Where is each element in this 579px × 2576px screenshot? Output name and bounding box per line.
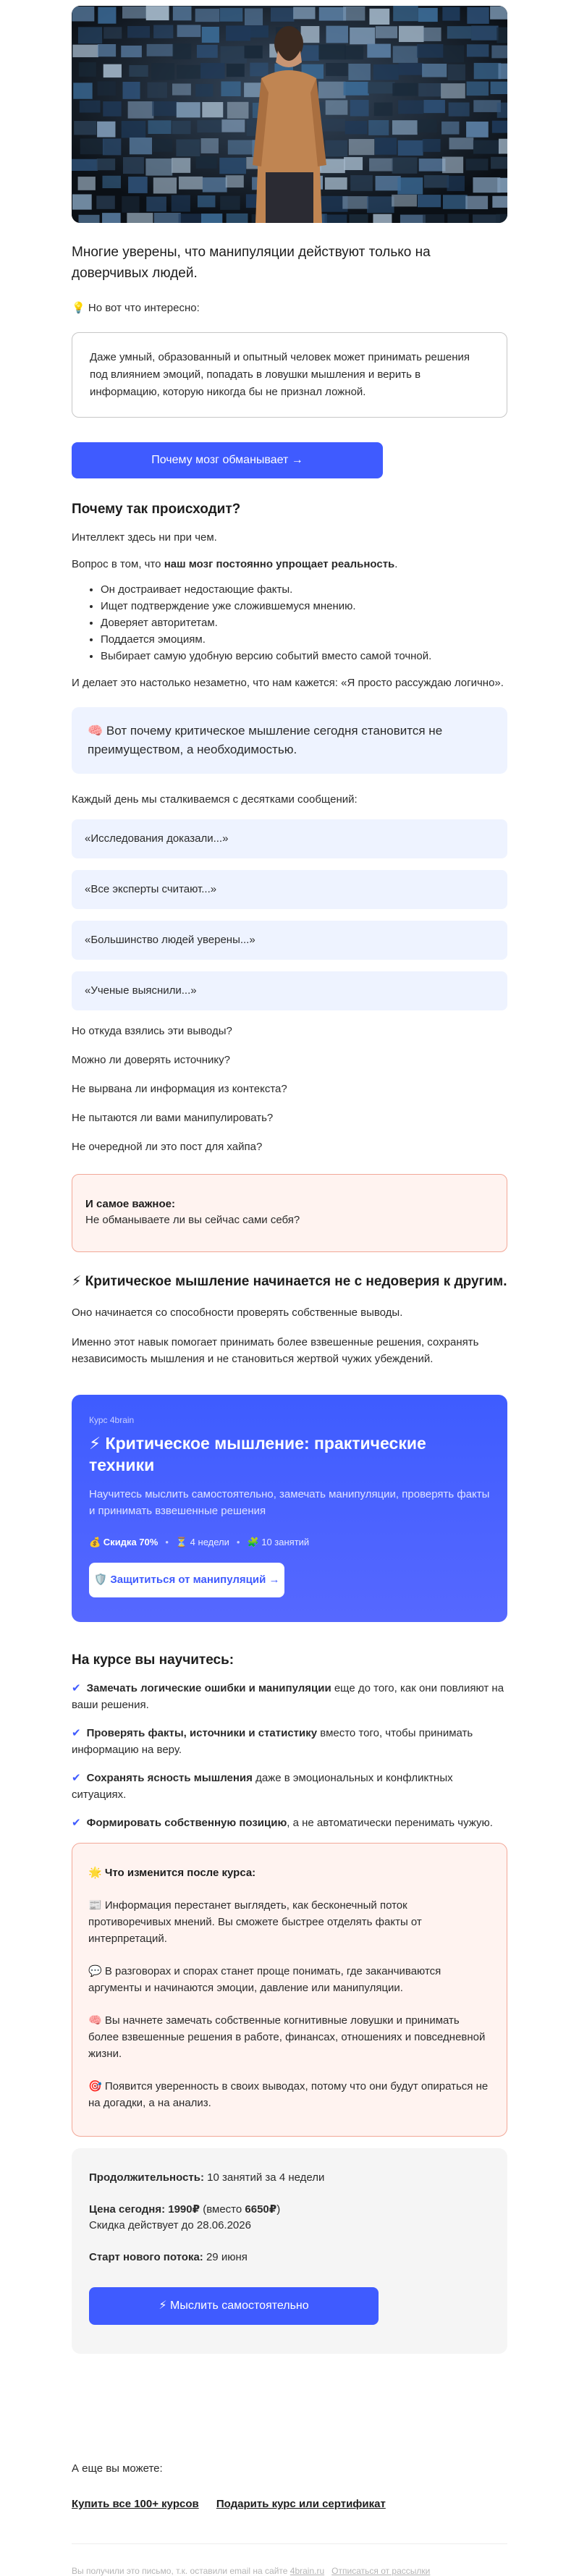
check-icon: ✔	[72, 1682, 81, 1694]
screen-tile	[227, 64, 245, 77]
screen-tile	[447, 176, 465, 191]
list-item	[72, 1815, 507, 1831]
duration-label: Продолжительность:	[89, 2171, 204, 2184]
learn-bold: Проверять факты, источники и статистику	[86, 1727, 318, 1739]
screen-tile	[301, 26, 320, 43]
changes-item: 🧠 Вы начнете замечать собственные когнитивные ловушки и принимать более взвешенные решения в работе, финансах, отношениях и повседневной жизни.	[88, 2014, 486, 2060]
price-row	[89, 2202, 490, 2218]
screen-tile	[152, 101, 179, 116]
brain-icon: 🧠	[88, 724, 103, 738]
price-old-pre: (вместо	[200, 2203, 245, 2216]
learn-bold: Сохранять ясность мышления	[86, 1772, 253, 1784]
screen-tile	[474, 63, 502, 79]
message-item: «Большинство людей уверены...»	[72, 921, 507, 960]
screen-tile	[441, 122, 459, 135]
start-label: Старт нового потока:	[89, 2251, 203, 2263]
screen-tile	[449, 138, 474, 149]
callout-box	[72, 707, 507, 774]
screen-tile	[74, 121, 96, 135]
screen-tile	[146, 197, 166, 212]
screen-tile	[467, 44, 489, 56]
screen-tile	[443, 195, 468, 209]
screen-tile	[177, 65, 200, 79]
screen-tile	[177, 102, 200, 117]
screen-tile	[245, 46, 263, 59]
screen-tile	[473, 177, 500, 193]
screen-tile	[393, 46, 418, 62]
screen-tile	[350, 100, 369, 117]
email-body	[72, 6, 507, 2576]
screen-tile	[145, 159, 172, 176]
screen-tile	[325, 177, 347, 190]
screen-tile	[422, 64, 447, 77]
screen-tile	[195, 84, 213, 96]
screen-tile	[473, 100, 501, 112]
screen-tile	[195, 9, 219, 22]
intro-text: Многие уверены, что манипуляции действуют только на доверчивых людей.	[72, 245, 431, 281]
screen-tile	[96, 195, 115, 208]
screen-tile	[418, 195, 441, 207]
screen-tile	[80, 101, 101, 113]
screen-tile	[419, 159, 446, 172]
screen-tile	[203, 177, 227, 192]
screen-tile	[97, 159, 115, 170]
screen-tile	[98, 44, 116, 56]
list-item	[72, 1680, 507, 1713]
screen-tile	[492, 196, 507, 208]
screen-tile	[78, 27, 102, 43]
discount-badge: 💰 Скидка 70%	[89, 1537, 159, 1547]
screen-tile	[423, 139, 441, 152]
screen-tile	[498, 64, 507, 80]
screen-tile	[129, 65, 148, 77]
screen-tile	[417, 44, 443, 58]
screen-tile	[121, 46, 142, 57]
screen-tile	[102, 176, 121, 188]
list-item: • Выбирает самую удобную версию событий вместо самой точной.	[101, 648, 507, 664]
screen-tile	[128, 101, 154, 119]
protect-button[interactable]: 🛡️ Защититься от манипуляций →	[89, 1563, 284, 1597]
screen-tile	[221, 119, 245, 132]
screen-tile	[122, 121, 145, 138]
screen-tile	[151, 63, 174, 80]
screen-tile	[398, 140, 423, 156]
price-old: 6650₽	[245, 2203, 277, 2216]
screen-tile	[418, 83, 441, 96]
screen-tile	[369, 9, 389, 25]
screen-tile	[399, 26, 424, 42]
critical-heading: ⚡ Критическое мышление начинается не с недоверия к другим.	[72, 1274, 507, 1289]
screen-tile	[448, 64, 465, 80]
screen-tile	[148, 83, 167, 98]
learn-rest: вместо того, чтобы принимать информацию на веру.	[72, 1727, 473, 1756]
screen-tile	[127, 26, 150, 38]
changes-title: 🌟 Что изменится после курса:	[88, 1867, 256, 1879]
screen-tile	[350, 28, 375, 44]
question-line: Не очередной ли это пост для хайпа?	[72, 1141, 263, 1153]
message-item: «Все эксперты считают...»	[72, 870, 507, 909]
screen-tile	[326, 26, 348, 43]
screen-tile	[424, 175, 449, 187]
screen-tile	[177, 25, 201, 37]
screen-tile	[449, 102, 470, 116]
screen-tile	[293, 7, 315, 20]
screen-tile	[72, 7, 94, 21]
why-p2-pre: Вопрос в том, что	[72, 558, 164, 570]
screen-tile	[466, 159, 489, 170]
why-p1: Интеллект здесь ни при чем.	[72, 531, 217, 544]
important-text: Не обманываете ли вы сейчас сами себя?	[85, 1214, 300, 1226]
screen-tile	[423, 28, 441, 41]
why-heading: Почему так происходит?	[72, 502, 241, 517]
screen-tile	[220, 196, 240, 210]
screen-tile	[220, 8, 243, 22]
screen-tile	[72, 194, 92, 209]
question-line: Но откуда взялись эти выводы?	[72, 1025, 232, 1037]
screen-tile	[226, 25, 250, 41]
screen-tile	[376, 26, 397, 38]
learn-rest: еще до того, как они повлияют на ваши решения.	[72, 1682, 504, 1711]
changes-item: 📰 Информация перестанет выглядеть, как бесконечный поток противоречивых мнений. Вы сможете быстрее отделять факты от интерпретаций.	[88, 1899, 422, 1945]
screen-tile	[466, 122, 489, 138]
screen-tile	[373, 214, 392, 223]
screen-tile	[197, 45, 218, 58]
screen-tile	[103, 138, 121, 155]
start-value: 29 июня	[203, 2251, 248, 2263]
screen-tile	[392, 158, 418, 174]
quote-box: Даже умный, образованный и опытный человек может принимать решения под влиянием эмоций, попадать в ловушки мышления и верить в информацию, которую никогда бы не признал ложной.	[72, 332, 507, 418]
daily-text: Каждый день мы сталкиваемся с десятками сообщений:	[72, 793, 358, 806]
screen-tile	[473, 140, 501, 154]
screen-tile	[80, 138, 105, 154]
learn-rest: даже в эмоциональных и конфликтных ситуациях.	[72, 1772, 453, 1801]
screen-tile	[442, 157, 463, 174]
screen-tile	[179, 177, 203, 190]
hint-line	[72, 300, 507, 316]
screen-tile	[490, 7, 507, 20]
bulb-icon: 💡	[72, 302, 85, 314]
question-line: Не вырвана ли информация из контекста?	[72, 1083, 287, 1095]
screen-tile	[417, 119, 436, 132]
why-brain-button[interactable]: Почему мозг обманывает →	[72, 442, 383, 478]
screen-tile	[467, 82, 489, 96]
screen-tile	[227, 102, 249, 119]
screen-tile	[345, 46, 363, 59]
footer	[72, 2543, 507, 2576]
screens-wall-illustration	[72, 6, 507, 223]
screen-tile	[325, 140, 347, 157]
screen-tile	[447, 214, 468, 223]
screen-tile	[221, 46, 247, 64]
screen-tile	[367, 196, 394, 213]
list-item: • Доверяет авторитетам.	[101, 615, 507, 631]
start-row	[89, 2250, 490, 2265]
screen-tile	[221, 81, 240, 96]
screen-tile	[497, 103, 507, 118]
screen-tile	[473, 214, 500, 223]
important-title: И самое важное:	[85, 1198, 175, 1210]
also-text: А еще вы можете:	[72, 2462, 163, 2475]
screen-tile	[154, 213, 181, 223]
screen-tile	[202, 27, 219, 43]
check-icon: ✔	[72, 1772, 81, 1784]
learn-heading: На курсе вы научитесь:	[72, 1652, 234, 1668]
screen-tile	[368, 82, 394, 93]
screen-tile	[271, 8, 294, 22]
screen-tile	[392, 120, 418, 135]
price-box	[72, 2148, 507, 2354]
screen-tile	[447, 26, 471, 38]
footer-text: Вы получили это письмо, т.к. оставили email на сайте	[72, 2566, 290, 2576]
valid-row: Скидка действует до 28.06.2026	[89, 2219, 251, 2231]
changes-item: 🎯 Появится уверенность в своих выводах, потому что они будут опираться не на догадки, а на анализ.	[88, 2080, 489, 2109]
screen-tile	[172, 158, 190, 173]
screen-tile	[373, 64, 399, 80]
screen-tile	[153, 177, 177, 193]
why-p3: И делает это настолько незаметно, что нам кажется: «Я просто рассуждаю логично».	[72, 677, 504, 689]
screen-tile	[202, 102, 223, 117]
hero-image	[72, 6, 507, 223]
price-old-post: )	[276, 2203, 281, 2216]
reasons-list	[72, 581, 507, 664]
screen-tile	[123, 157, 144, 174]
screen-tile	[491, 46, 507, 59]
screen-tile	[179, 214, 203, 223]
screen-tile	[467, 7, 489, 24]
course-meta: 💰 Скидка 70% • ⏳ 4 недели • 🧩 10 занятий	[89, 1537, 310, 1547]
screen-tile	[348, 64, 370, 80]
screen-tile	[250, 25, 269, 38]
learn-rest: , а не автоматически перенимать чужую.	[287, 1817, 493, 1829]
learn-bold: Формировать собственную позицию	[86, 1817, 287, 1829]
screen-tile	[374, 103, 393, 116]
hint-text: Но вот что интересно:	[88, 302, 200, 314]
callout-text: Вот почему критическое мышление сегодня становится не преимуществом, а необходимостью.	[88, 724, 443, 756]
screen-tile	[376, 176, 401, 190]
check-icon: ✔	[72, 1727, 81, 1739]
screen-tile	[197, 120, 221, 132]
screen-tile	[153, 140, 172, 152]
screen-tile	[369, 159, 393, 172]
screen-tile	[219, 158, 246, 174]
screen-tile	[97, 122, 115, 138]
learn-list	[72, 1680, 507, 1831]
list-item: • Он достраивает недостающие факты.	[101, 581, 507, 598]
screen-tile	[146, 6, 169, 20]
screen-tile	[176, 140, 200, 157]
screen-tile	[72, 45, 98, 57]
screen-tile	[423, 214, 444, 223]
screen-tile	[497, 178, 507, 193]
screen-tile	[122, 196, 139, 213]
screen-tile	[344, 82, 369, 96]
screen-tile	[349, 214, 368, 223]
screen-tile	[392, 195, 417, 206]
duration-badge: ⏳ 4 недели	[175, 1537, 229, 1547]
screen-tile	[172, 195, 190, 212]
screen-tile	[78, 177, 96, 190]
course-label: Курс 4brain	[89, 1415, 135, 1425]
screen-tile	[442, 7, 460, 21]
screen-tile	[491, 82, 507, 94]
screen-tile	[496, 28, 507, 43]
screen-tile	[73, 83, 92, 98]
duration-value: 10 занятий за 4 недели	[203, 2171, 325, 2184]
unsubscribe-link[interactable]: Отписаться от рассылки	[331, 2566, 431, 2576]
changes-box	[72, 1843, 507, 2137]
screen-tile	[499, 139, 507, 154]
screen-tile	[172, 43, 191, 59]
why-p2	[72, 556, 507, 573]
bottom-links	[72, 2498, 507, 2510]
screen-tile	[471, 26, 498, 41]
screen-tile	[228, 140, 253, 155]
screen-tile	[350, 175, 373, 191]
screen-tile	[98, 81, 116, 96]
critical-p1: Оно начинается со способности проверять собственные выводы.	[72, 1306, 403, 1319]
list-item	[72, 1770, 507, 1803]
screen-tile	[102, 213, 121, 223]
think-independently-button[interactable]: ⚡ Мыслить самостоятельно	[89, 2287, 379, 2325]
screen-tile	[226, 175, 244, 187]
screen-tile	[172, 121, 191, 134]
screen-tile	[250, 63, 268, 77]
gift-course-link[interactable]: Подарить курс или сертификат	[216, 2498, 386, 2510]
screen-tile	[492, 121, 507, 133]
message-item: «Исследования доказали...»	[72, 819, 507, 858]
screen-tile	[344, 157, 363, 170]
screen-tile	[392, 83, 418, 96]
question-line: Не пытаются ли вами манипулировать?	[72, 1112, 274, 1124]
screen-tile	[367, 44, 391, 58]
screen-tile	[441, 83, 465, 98]
question-line: Можно ли доверять источнику?	[72, 1054, 230, 1066]
screen-tile	[345, 121, 368, 134]
screen-tile	[200, 63, 225, 79]
screen-tile	[103, 101, 121, 117]
list-item: • Ищет подтверждение уже сложившемуся мнению.	[101, 598, 507, 615]
changes-item: 💬 В разговорах и спорах станет проще понимать, где заканчиваются аргументы и начинаются эмоции, давление или манипуляции.	[88, 1965, 441, 1994]
screen-tile	[423, 100, 445, 113]
screen-tile	[196, 156, 217, 169]
screen-tile	[122, 82, 140, 99]
screen-tile	[245, 9, 263, 25]
list-item: • Поддается эмоциям.	[101, 631, 507, 648]
screen-tile	[201, 214, 222, 223]
screen-tile	[342, 196, 368, 209]
screen-tile	[400, 215, 426, 223]
screen-tile	[78, 215, 99, 223]
screen-tile	[418, 8, 438, 22]
screen-tile	[318, 44, 345, 59]
screen-tile	[393, 6, 418, 21]
screen-tile	[375, 138, 397, 154]
screen-tile	[491, 157, 507, 169]
price-label: Цена сегодня: 1990₽	[89, 2203, 200, 2216]
screen-tile	[349, 139, 374, 155]
screen-tile	[496, 214, 507, 223]
screen-tile	[319, 7, 346, 21]
screen-tile	[324, 214, 347, 223]
critical-p2: Именно этот навык помогает принимать более взвешенные решения, сохранять независимость мышления и не становиться жертвой чужих убеждений.	[72, 1336, 479, 1365]
lessons-badge: 🧩 10 занятий	[247, 1537, 310, 1547]
screen-tile	[399, 63, 424, 75]
screen-tile	[343, 7, 365, 21]
learn-bold: Замечать логические ошибки и манипуляции	[86, 1682, 331, 1694]
screen-tile	[201, 138, 219, 153]
screen-tile	[130, 138, 152, 154]
course-subtitle: Научитесь мыслить самостоятельно, замечать манипуляции, проверять факты и принимать взвешенные решения	[89, 1488, 490, 1517]
screen-tile	[318, 82, 346, 98]
course-card	[72, 1395, 507, 1622]
course-title: ⚡ Критическое мышление: практические техники	[89, 1434, 426, 1474]
screen-tile	[326, 100, 348, 114]
screen-tile	[153, 25, 173, 38]
list-item	[72, 1725, 507, 1758]
message-item: «Ученые выяснили...»	[72, 971, 507, 1010]
screen-tile	[122, 7, 146, 19]
screen-tile	[103, 27, 122, 38]
screen-tile	[148, 120, 171, 134]
screen-tile	[72, 159, 98, 171]
screen-tile	[127, 213, 153, 223]
screen-tile	[98, 7, 116, 24]
screen-tile	[128, 177, 148, 193]
duration-row	[89, 2170, 490, 2186]
buy-all-courses-link[interactable]: Купить все 100+ курсов	[72, 2498, 199, 2510]
site-link[interactable]: 4brain.ru	[290, 2566, 325, 2576]
screen-tile	[326, 63, 348, 76]
screen-tile	[173, 7, 192, 21]
screen-tile	[227, 214, 248, 223]
screen-tile	[397, 177, 423, 194]
screen-tile	[79, 62, 96, 77]
screen-tile	[147, 44, 174, 56]
why-p2-post: .	[394, 558, 398, 570]
important-box	[72, 1174, 507, 1252]
screen-tile	[198, 195, 216, 207]
why-p2-bold: наш мозг постоянно упрощает реальность	[164, 558, 395, 570]
screen-tile	[368, 120, 389, 135]
screen-tile	[244, 83, 262, 97]
screen-tile	[172, 83, 191, 95]
screen-tile	[103, 64, 122, 77]
screen-tile	[443, 45, 464, 62]
check-icon: ✔	[72, 1817, 81, 1829]
screen-tile	[465, 196, 488, 209]
screen-tile	[398, 100, 423, 114]
